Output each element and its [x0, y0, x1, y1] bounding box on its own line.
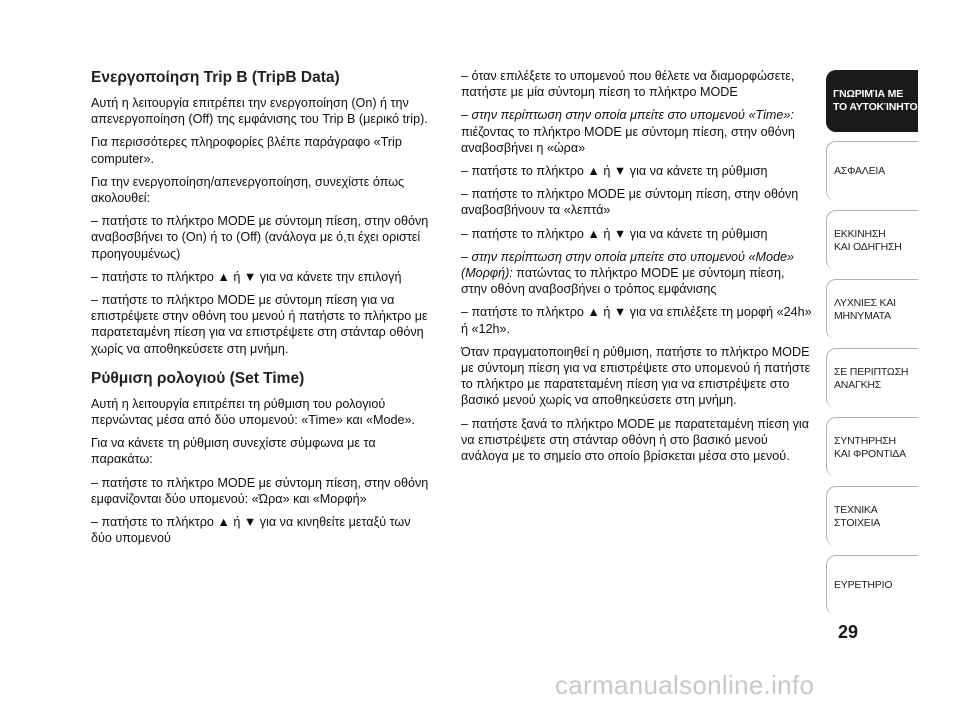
- instruction-step: – πατήστε το πλήκτρο MODE με σύντομη πίεση για να επιστρέψετε στην οθόνη του μενού ή πατήστε το πλήκτρο με παρατεταμένη πίεση για να επιστρέψετε στη στάνταρ οθόνη χωρίς να αποθηκεύσετε στη μνήμη.: [91, 293, 428, 356]
- instruction-step: – πατήστε το πλήκτρο MODE με σύντομη πίεση, στην οθόνη αναβοσβήνουν τα «λεπτά»: [461, 187, 799, 218]
- instruction-step: – πατήστε το πλήκτρο ▲ ή ▼ για να κάνετε την επιλογή: [91, 269, 402, 284]
- tab-emergency[interactable]: ΣΕ ΠΕΡΙΠΤΩΣΗ ΑΝΑΓΚΗΣ: [826, 348, 918, 408]
- tab-warning-lights[interactable]: ΛΥΧΝΙΕΣ ΚΑΙ ΜΗΝΥΜΑΤΑ: [826, 279, 918, 339]
- tab-safety[interactable]: ΑΣΦΑΛΕΙΑ: [826, 141, 918, 201]
- instruction-step: – όταν επιλέξετε το υπομενού που θέλετε να διαμορφώσετε, πατήστε με μία σύντομη πίεση το πλήκτρο MODE: [461, 69, 795, 100]
- right-column: [461, 68, 813, 471]
- watermark: carmanualsonline.info: [555, 670, 815, 700]
- left-column: [91, 68, 433, 553]
- instruction-step: – πατήστε το πλήκτρο ▲ ή ▼ για να επιλέξετε τη μορφή «24h» ή «12h».: [461, 305, 812, 336]
- instruction-step: [461, 249, 813, 298]
- paragraph: Αυτή η λειτουργία επιτρέπει τη ρύθμιση του ρολογιού περνώντας μέσα από δύο υπομενού: «Time» και «Mode».: [91, 396, 416, 428]
- page-number: 29: [838, 622, 859, 642]
- step-text: πατώντας το πλήκτρο MODE με σύντομη πίεση, στην οθόνη αναβοσβήνει ο τρόπος εμφάνισης: [461, 266, 785, 297]
- instruction-step: – πατήστε το πλήκτρο ▲ ή ▼ για να κάνετε τη ρύθμιση: [461, 226, 768, 241]
- instruction-step: – πατήστε το πλήκτρο MODE με σύντομη πίεση, στην οθόνη εμφανίζονται δύο υπομενού: «Ώρα» και «Μορφή»: [91, 475, 429, 506]
- tab-index[interactable]: ΕΥΡΕΤΗΡΙΟ: [826, 555, 918, 615]
- chapter-tabs: [826, 70, 918, 624]
- instruction-step: – πατήστε το πλήκτρο MODE με σύντομη πίεση, στην οθόνη αναβοσβήνει το (On) ή το (Off) (ανάλογα με ό,τι έχει οριστεί προηγουμένως): [91, 214, 429, 261]
- paragraph: Όταν πραγματοποιηθεί η ρύθμιση, πατήστε το πλήκτρο MODE με σύντομη πίεση για να επιστρέψετε στο υπομενού ή πατήστε το πλήκτρο με παρατεταμένη πίεση για να επιστρέψετε στο βασικό μενού χωρίς να αποθηκεύσετε στη μνήμη.: [461, 344, 811, 408]
- paragraph: Για περισσότερες πληροφορίες βλέπε παράγραφο «Trip computer».: [91, 135, 402, 166]
- instruction-step: – πατήστε το πλήκτρο ▲ ή ▼ για να κινηθείτε μεταξύ των δύο υπομενού: [91, 515, 411, 546]
- instruction-step: – πατήστε το πλήκτρο ▲ ή ▼ για να κάνετε τη ρύθμιση: [461, 164, 768, 179]
- instruction-step: [461, 107, 813, 156]
- submenu-mode-label: – στην περίπτωση στην οποία μπείτε στο υπομενού «Mode» (Μορφή):: [461, 249, 794, 281]
- section-heading-trip-b: Ενεργοποίηση Trip B (TripB Data): [91, 69, 340, 86]
- submenu-time-label: – στην περίπτωση στην οποία μπείτε στο υπομενού «Time»:: [461, 108, 794, 123]
- paragraph: Για την ενεργοποίηση/απενεργοποίηση, συνεχίστε όπως ακολουθεί:: [91, 174, 405, 206]
- tab-technical-data[interactable]: ΤΕΧΝΙΚΑ ΣΤΟΙΧΕΙΑ: [826, 486, 918, 546]
- instruction-step: – πατήστε ξανά το πλήκτρο MODE με παρατεταμένη πίεση για να επιστρέψετε στη στάνταρ οθόνη ή στο βασικό μενού ανάλογα με το σημείο στο οποίο βρίσκεται μέσα στο μενού.: [461, 416, 809, 464]
- paragraph: Για να κάνετε τη ρύθμιση συνεχίστε σύμφωνα με τα παρακάτω:: [91, 436, 376, 467]
- tab-maintenance[interactable]: ΣΥΝΤΗΡΗΣΗ ΚΑΙ ΦΡΟΝΤΙΔΑ: [826, 417, 918, 477]
- tab-getting-to-know-car[interactable]: ΓΝΩΡΙΜΊΑ ΜΕ ΤΟ ΑΥΤΟΚΊΝΗΤΟ: [826, 70, 918, 132]
- step-text: πιέζοντας το πλήκτρο MODE με σύντομη πίεση, στην οθόνη αναβοσβήνει η «ώρα»: [461, 124, 795, 155]
- section-heading-set-time: Ρύθμιση ρολογιού (Set Time): [91, 369, 305, 387]
- paragraph: Αυτή η λειτουργία επιτρέπει την ενεργοποίηση (On) ή την απενεργοποίηση (Off) της εμφάνισης του Trip B (μερικό trip).: [91, 96, 428, 127]
- tab-starting-driving[interactable]: ΕΚΚΙΝΗΣΗ ΚΑΙ ΟΔΗΓΗΣΗ: [826, 210, 918, 270]
